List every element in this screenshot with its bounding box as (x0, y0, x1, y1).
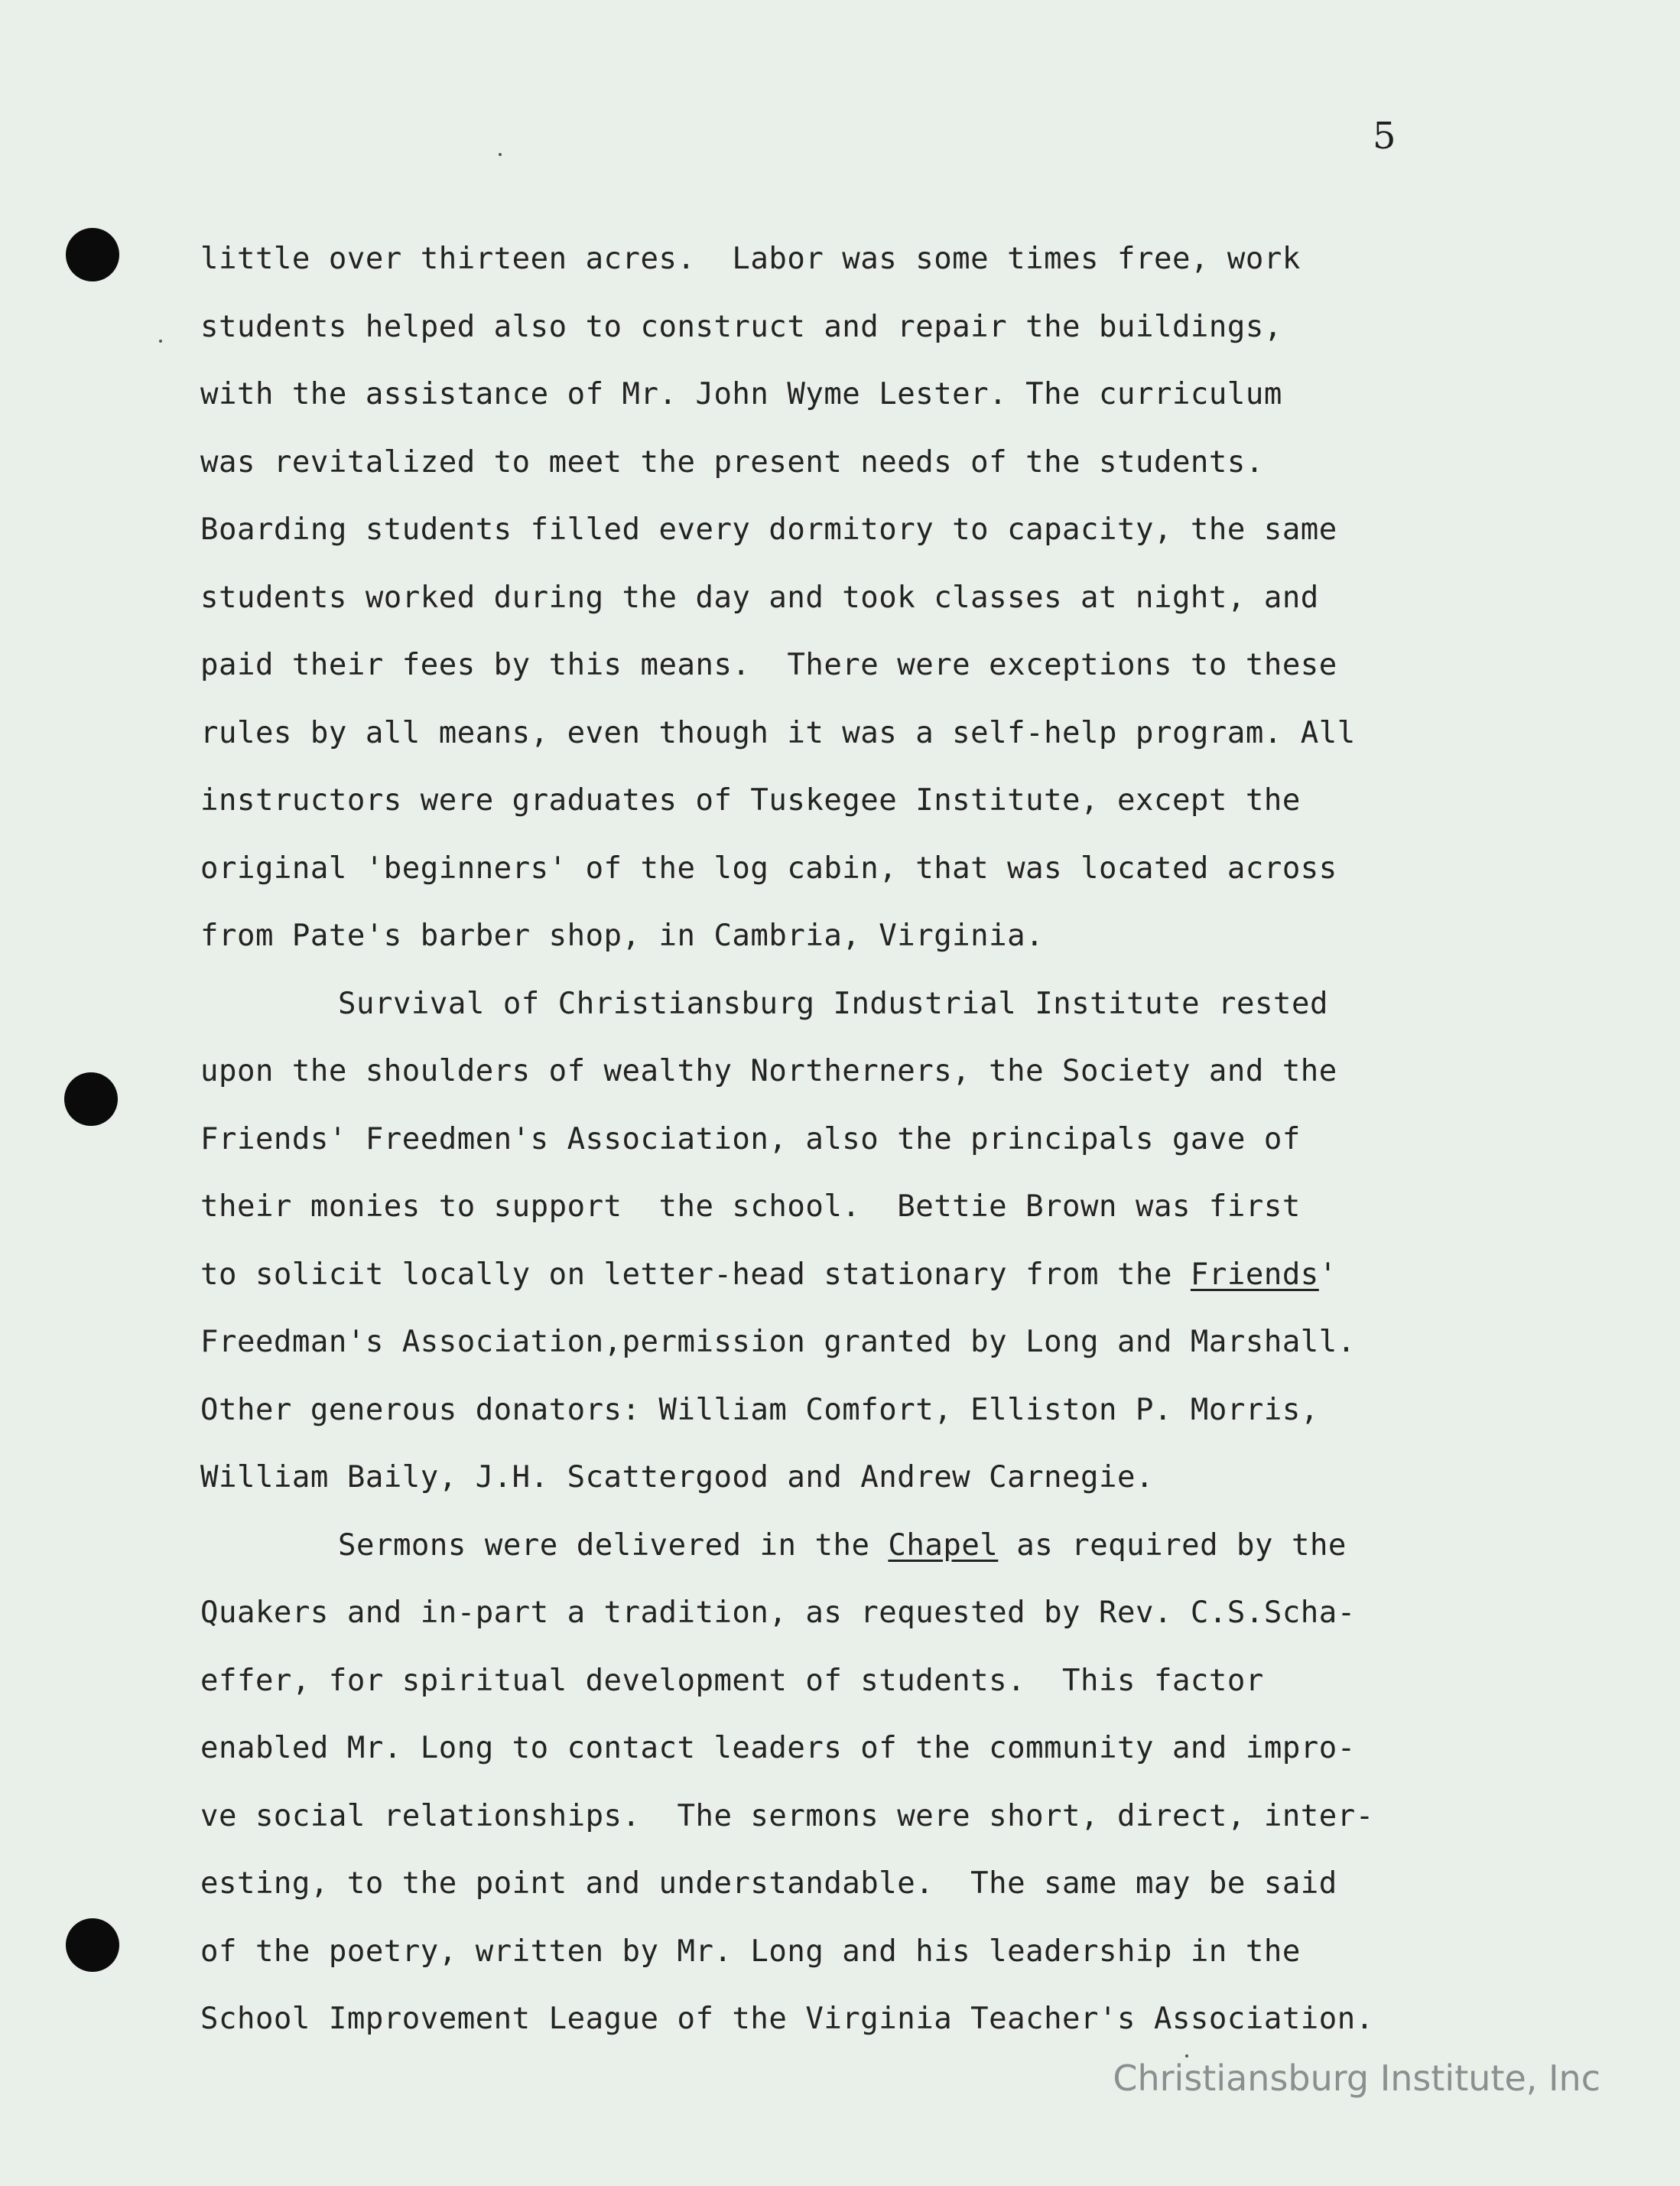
underlined-word: Friends (1190, 1257, 1319, 1292)
text-line: their monies to support the school. Bettie Brown was first (200, 1189, 1301, 1224)
text-line: rules by all means, even though it was a self-help program. All (200, 715, 1356, 750)
text-line: Survival of Christiansburg Industrial Institute rested (338, 986, 1328, 1021)
watermark: Christiansburg Institute, Inc (1113, 2058, 1600, 2099)
text-line: School Improvement League of the Virginia Teacher's Association. (200, 2002, 1374, 2036)
text-line: ve social relationships. The sermons were short, direct, inter- (200, 1798, 1374, 1833)
binder-hole-top (66, 228, 119, 281)
text-segment: ' (1318, 1257, 1337, 1292)
text-line: paid their fees by this means. There were exceptions to these (200, 648, 1337, 682)
text-segment: to solicit locally on letter-head stationary from the (200, 1257, 1191, 1292)
underlined-word: Chapel (888, 1527, 999, 1563)
paper-speck (499, 153, 502, 156)
text-line: William Baily, J.H. Scattergood and Andrew Carnegie. (200, 1460, 1154, 1495)
text-line: Quakers and in-part a tradition, as requested by Rev. C.S.Scha- (200, 1596, 1356, 1630)
text-line: Other generous donators: William Comfort, Elliston P. Morris, (200, 1392, 1319, 1427)
text-line: little over thirteen acres. Labor was some times free, work (200, 242, 1301, 276)
text-line: instructors were graduates of Tuskegee Institute, except the (200, 783, 1301, 818)
text-line: students worked during the day and took classes at night, and (200, 580, 1319, 615)
text-line: enabled Mr. Long to contact leaders of the community and impro- (200, 1731, 1356, 1765)
text-segment: Sermons were delivered in the (338, 1527, 889, 1563)
text-line: upon the shoulders of wealthy Northerners, the Society and the (200, 1054, 1337, 1088)
binder-hole-bottom (66, 1918, 119, 1972)
text-line: original 'beginners' of the log cabin, that was located across (200, 851, 1337, 886)
paper-speck (159, 340, 162, 343)
page-number: 5 (1373, 115, 1396, 158)
text-line: effer, for spiritual development of students. This factor (200, 1663, 1264, 1698)
text-line: Friends' Freedmen's Association, also the principals gave of (200, 1121, 1301, 1156)
text-line: with the assistance of Mr. John Wyme Lester. The curriculum (200, 377, 1282, 412)
text-line: Boarding students filled every dormitory to capacity, the same (200, 512, 1337, 547)
text-line-with-underline (200, 1254, 1500, 1322)
text-line: from Pate's barber shop, in Cambria, Virginia. (200, 919, 1045, 953)
text-line: Freedman's Association,permission granted by Long and Marshall. (200, 1325, 1356, 1359)
text-line-with-underline (200, 1525, 1500, 1593)
text-line: of the poetry, written by Mr. Long and his leadership in the (200, 1934, 1301, 1969)
text-line: was revitalized to meet the present needs of the students. (200, 444, 1264, 480)
text-segment: as required by the (998, 1527, 1347, 1563)
text-line: students helped also to construct and repair the buildings, (200, 309, 1282, 344)
binder-hole-middle (64, 1072, 118, 1126)
text-line: esting, to the point and understandable. The same may be said (200, 1866, 1337, 1901)
typed-text-body (200, 239, 1500, 2067)
